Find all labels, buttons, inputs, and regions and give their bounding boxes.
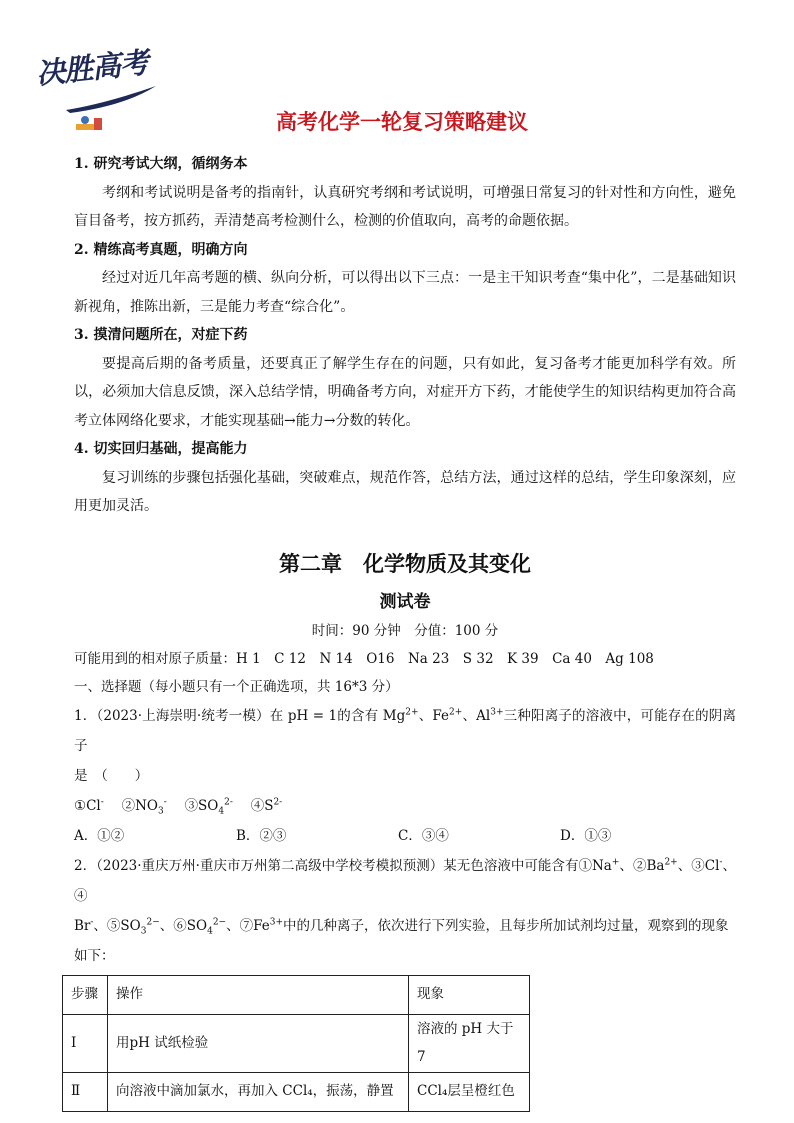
experiment-table [62,975,530,1112]
option-a: A．①② [74,827,125,844]
table-cell-operation: 向溶液中滴加氯水，再加入 CCl₄，振荡，静置 [108,1072,409,1111]
document-body [71,150,736,1112]
section-heading-3: 3. 摸清问题所在，对症下药 [74,327,248,343]
table-row [63,1014,530,1072]
section-heading-1: 1. 研究考试大纲，循纲务本 [74,156,248,172]
table-cell-observation: CCl₄层呈橙红色 [409,1072,530,1111]
chapter-title: 第二章 化学物质及其变化 [279,550,531,576]
logo-text: 决胜高考 [34,45,150,91]
question-1-stem: 1．（2023·上海崇明·统考一模）在 pH = 1的含有 $Mg^{2+}$、$Fe^{2+}$、$Al^{3+}$三种阳离子的溶液中，可能存在的阴离子 是 （ ） [74,707,736,784]
section-body-1: 考纲和考试说明是备考的指南针，认真研究考纲和考试说明，可增强日常复习的针对性和方向性，避免盲目备考，按方抓药，弄清楚高考检测什么，检测的价值取向，高考的命题依据。 [74,184,736,229]
section-heading-4: 4. 切实回归基础，提高能力 [74,441,248,457]
section-body-3: 要提高后期的备考质量，还要真正了解学生存在的问题，只有如此，复习备考才能更加科学有效。所以，必须加大信息反馈，深入总结学情，明确备考方向，对症开方下药，才能使学生的知识结构更加符合高考立体网络化要求，才能实现基础→能力→分数的转化。 [74,355,736,429]
table-header-cell: 操作 [108,975,409,1014]
question-2-stem: 2．（2023·重庆万州·重庆市万州第二高级中学校考模拟预测）某无色溶液中可能含有①Na+、$②Ba^{2+}$、③Cl-、④ Br-、$⑤SO_3^{2-}$、$⑥SO_4^{2-}$、$⑦Fe^{3+}$中的几种离子，依次进行下列实验，且每步所加试剂均过量，观察到的现象 如下： [74,857,736,964]
table-cell-operation: 用pH 试纸检验 [108,1014,409,1072]
option-c: C．③④ [398,827,449,844]
question-1-ions: ①Cl- $②NO_3^-$ $③SO_4^{2-}$ $④S^{2-}$ [74,797,283,817]
time-score-line: 时间：90 分钟 分值：100 分 [311,622,499,639]
page-title: 高考化学一轮复习策略建议 [276,110,528,134]
test-title: 测试卷 [379,591,431,612]
section-heading-2: 2. 精练高考真题，明确方向 [74,241,248,258]
table-cell-step: Ⅰ [63,1014,108,1072]
table-header-row [63,975,530,1014]
section-body-2: 经过对近几年高考题的横、纵向分析，可以得出以下三点：一是主干知识考查“集中化”，二是基础知识新视角，推陈出新，三是能力考查“综合化”。 [74,270,736,315]
option-d: D．①③ [560,827,612,844]
question-1-options [74,821,736,851]
table-row [63,1072,530,1111]
table-cell-step: Ⅱ [63,1072,108,1111]
table-cell-observation: 溶液的 pH 大于 7 [409,1014,530,1072]
atomic-masses-line: 可能用到的相对原子质量：H 1 C 12 N 14 O16 Na 23 S 32 K 39 Ca 40 Ag 108 [74,650,654,667]
option-b: B．②③ [236,827,287,844]
table-header-cell: 现象 [409,975,530,1014]
section-body-4: 复习训练的步骤包括强化基础，突破难点，规范作答，总结方法，通过这样的总结，学生印象深刻，应用更加灵活。 [74,469,736,514]
table-header-cell: 步骤 [63,975,108,1014]
section-one-heading: 一、选择题（每小题只有一个正确选项，共 16*3 分） [74,678,399,695]
